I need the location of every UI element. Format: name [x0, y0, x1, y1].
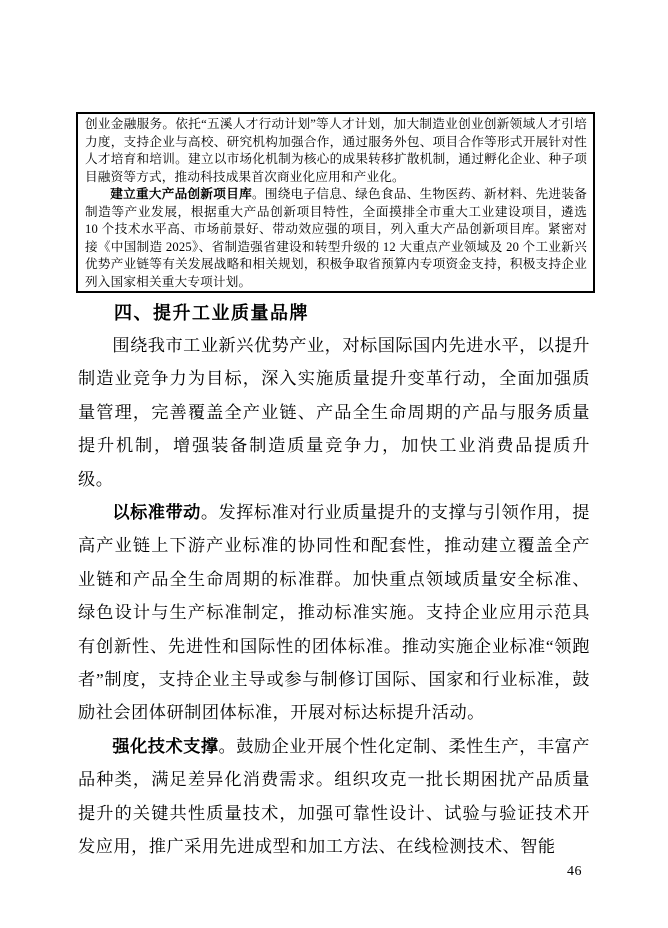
paragraph-technology — [78, 730, 590, 864]
notice-continuation-text: 创业金融服务。依托“五溪人才行动计划”等人才计划，加大制造业创业创新领域人才引培力度，支持企业与高校、研究机构加强合作，通过服务外包、项目合作等形式开展针对性人才培育和培训。建立以市场化机制为核心的成果转移扩散机制，通过孵化企业、种子项目融资等方式，推动科技成果首次商业化应用和产业化。 — [85, 117, 587, 184]
paragraph-technology-text: 。鼓励企业开展个性化定制、柔性生产，丰富产品种类，满足差异化消费需求。组织攻克一批长期困扰产品质量提升的关键共性质量技术，加强可靠性设计、试验与验证技术开发应用，推广采用先进成型和加工方法、在线检测技术、智能 — [78, 736, 590, 857]
notice-paragraph-continuation — [85, 116, 587, 186]
paragraph-standards-text: 。发挥标准对行业质量提升的支撑与引领作用，提高产业链上下游产业标准的协同性和配套性，推动建立覆盖全产业链和产品全生命周期的标准群。加快重点领域质量安全标准、绿色设计与生产标准制定，推动标准实施。支持企业应用示范具有创新性、先进性和国际性的团体标准。推动实施企业标准“领跑者”制度，支持企业主导或参与制修订国际、国家和行业标准，鼓励社会团体研制团体标准，开展对标达标提升活动。 — [78, 503, 590, 723]
paragraph-technology-lead: 强化技术支撑 — [112, 736, 219, 756]
page-number: 46 — [567, 864, 582, 879]
notice-paragraph-project-library — [85, 186, 587, 291]
notice-project-lead: 建立重大产品创新项目库 — [110, 187, 252, 201]
notice-box — [76, 112, 595, 293]
paragraph-overview-text: 围绕我市工业新兴优势产业，对标国际国内先进水平，以提升制造业竞争力为目标，深入实施质量提升变革行动，全面加强质量管理，完善覆盖全产业链、产品全生命周期的产品与服务质量提升机制，增强装备制造质量竞争力，加快工业消费品提质升级。 — [78, 336, 590, 489]
paragraph-standards-lead: 以标准带动 — [112, 503, 201, 523]
paragraph-overview — [78, 329, 590, 496]
section-heading: 四、提升工业质量品牌 — [114, 303, 309, 323]
paragraph-standards — [78, 496, 590, 730]
notice-project-body: 。围绕电子信息、绿色食品、生物医药、新材料、先进装备制造等产业发展，根据重大产品创新项目特性，全面摸排全市重大工业建设项目，遴选 10 个技术水平高、市场前景好、带动效应强的项目，列入重大产品创新项目库。紧密对接《中国制造 2025》、省制造强省建设和转型升级的 12 大重点产业领域及 20 个工业新兴优势产业链等有关发展战略和相关规划，积极争取省预算内专项资金支持，积极支持企业列入国家相关重大专项计划。 — [85, 187, 588, 289]
section-body — [78, 329, 590, 864]
